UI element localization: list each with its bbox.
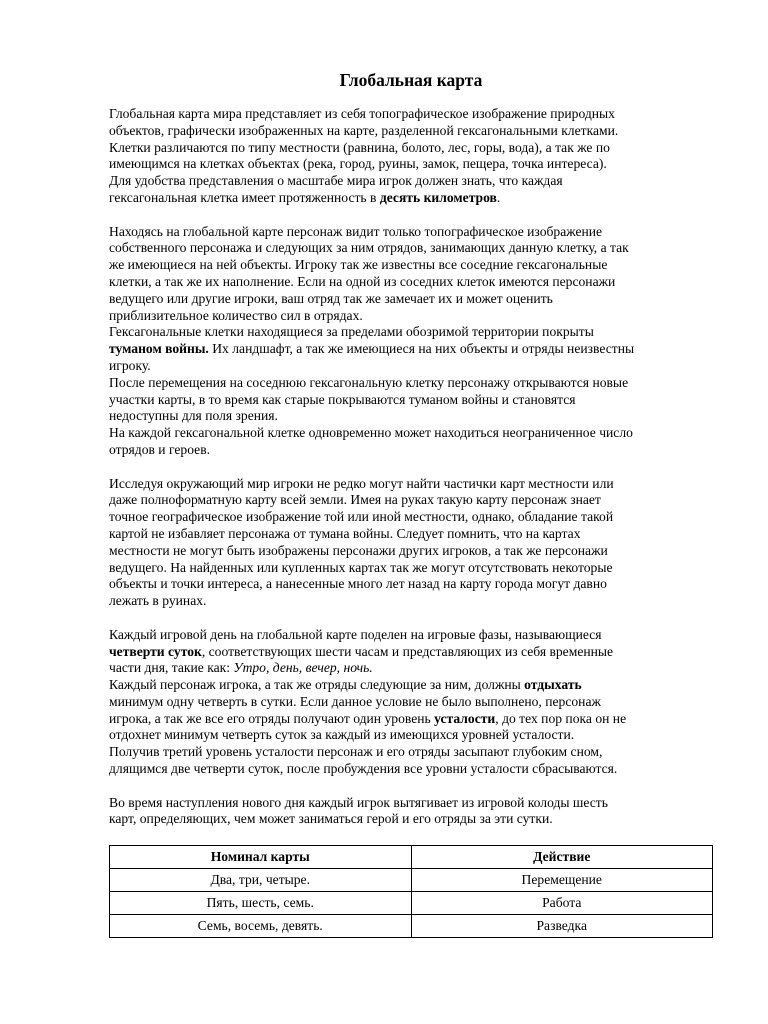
paragraph-1 (109, 106, 713, 207)
text-run: . (496, 189, 501, 205)
card-action-table (109, 845, 713, 938)
paragraph-spacer (109, 778, 713, 795)
text-line: даже полноформатную карту всей земли. Имея на руках такую карту персонаж знает (109, 492, 601, 508)
text-line: участки карты, в то время как старые покрываются туманом войны и становятся (109, 391, 576, 407)
text-line: приблизительное количество сил в отрядах. (109, 307, 363, 323)
bold-term: усталости (434, 710, 496, 726)
text-line (109, 711, 713, 728)
text-run: гексагональная клетка имеет протяженность в (109, 189, 380, 205)
text-line (109, 677, 713, 694)
table-cell-action: Разведка (411, 915, 713, 938)
text-line: Каждый игровой день на глобальной карте поделен на игровые фазы, называющиеся (109, 626, 602, 642)
text-line: На каждой гексагональной клетке одновременно может находиться неограниченное число (109, 425, 633, 441)
table-cell-action: Перемещение (411, 869, 713, 892)
table-row (110, 915, 713, 938)
table-cell-card-value: Два, три, четыре. (110, 869, 412, 892)
text-line: Получив третий уровень усталости персонаж и его отряды засыпают глубоким сном, (109, 744, 603, 760)
text-line: клетки, а так же их наполнение. Если на одной из соседних клеток имеются персонажи (109, 273, 616, 289)
document-title: Глобальная карта (339, 70, 483, 90)
text-line: объекты и точки интереса, а нанесенные много лет назад на карту города могут давно (109, 576, 607, 592)
bold-term: туманом войны. (109, 341, 209, 357)
paragraph-5 (109, 795, 713, 829)
text-run: Каждый персонаж игрока, а так же отряды следующие за ним, должны (109, 677, 525, 693)
table-row (110, 869, 713, 892)
text-line (109, 341, 713, 358)
text-line: Во время наступления нового дня каждый игрок вытягивает из игровой колоды шесть (109, 794, 608, 810)
italic-term: Утро, день, вечер, ночь. (233, 660, 373, 676)
text-line: ведущего или другие игроки, ваш отряд так же замечает их и может оценить (109, 290, 553, 306)
text-line: картой не избавляет персонажа от тумана войны. Следует помнить, что на картах (109, 525, 581, 541)
table-row (110, 892, 713, 915)
bold-term: отдыхать (524, 677, 582, 693)
table-cell-action: Работа (411, 892, 713, 915)
column-header-card-value: Номинал карты (110, 846, 412, 869)
text-line: Гексагональные клетки находящиеся за пределами обозримой территории покрыты (109, 324, 594, 340)
table-header-row (110, 846, 713, 869)
table-cell-card-value: Пять, шесть, семь. (110, 892, 412, 915)
text-run: Их ландшафт, а так же имеющиеся на них объекты и отряды неизвестны (208, 341, 635, 357)
text-line (109, 660, 713, 677)
text-line (109, 644, 713, 661)
text-run: части дня, такие как: (109, 660, 234, 676)
text-line: точное географическое изображение той или иной местности, однако, обладание такой (109, 509, 614, 525)
paragraph-spacer (109, 610, 713, 627)
text-line: же имеющиеся на ней объекты. Игроку так же известны все соседние гексагональные (109, 257, 608, 273)
text-line: Клетки различаются по типу местности (равнина, болото, лес, горы, вода), а так же по (109, 139, 610, 155)
column-header-action: Действие (411, 846, 713, 869)
text-run: , соответствующих шести часам и представляющих из себя временные (201, 643, 614, 659)
text-run: игрока, а так же все его отряды получают один уровень (109, 710, 435, 726)
text-line: собственного персонажа и следующих за ним отрядов, занимающих данную клетку, а так (109, 240, 629, 256)
paragraph-2 (109, 224, 713, 459)
text-line: минимум одну четверть в сутки. Если данное условие не было выполнено, персонаж (109, 693, 601, 709)
text-line: Для удобства представления о масштабе мира игрок должен знать, что каждая (109, 173, 563, 189)
bold-term: четверти суток (109, 643, 202, 659)
text-line: лежать в руинах. (109, 593, 207, 609)
document-page (109, 68, 713, 938)
text-line: После перемещения на соседнюю гексагональную клетку персонажу открываются новые (109, 374, 629, 390)
text-line: Глобальная карта мира представляет из себя топографическое изображение природных (109, 106, 615, 121)
paragraph-4 (109, 627, 713, 778)
text-line: имеющимся на клетках объектах (река, город, руины, замок, пещера, точка интереса). (109, 156, 607, 172)
text-line: отрядов и героев. (109, 441, 211, 457)
text-line: недоступны для поля зрения. (109, 408, 278, 424)
text-line: ведущего. На найденных или купленных картах так же могут отсутствовать некоторые (109, 559, 613, 575)
paragraph-spacer (109, 459, 713, 476)
text-line: игроку. (109, 357, 151, 373)
bold-term: десять километров (379, 189, 497, 205)
text-line: местности не могут быть изображены персонажи других игроков, а так же персонажи (109, 542, 608, 558)
table-cell-card-value: Семь, восемь, девять. (110, 915, 412, 938)
paragraph-3 (109, 476, 713, 610)
text-line: объектов, графически изображенных на карте, разделенной гексагональными клетками. (109, 122, 619, 138)
text-line: карт, определяющих, чем может заниматься герой и его отряды за эти сутки. (109, 811, 553, 827)
text-run: , до тех пор пока он не (495, 710, 627, 726)
text-line: длящимся две четверти суток, после пробуждения все уровни усталости сбрасываются. (109, 761, 618, 777)
text-line: Находясь на глобальной карте персонаж видит только топографическое изображение (109, 223, 603, 239)
paragraph-spacer (109, 207, 713, 224)
text-line: отдохнет минимум четверть суток за каждый из имеющихся уровней усталости. (109, 727, 575, 743)
text-line (109, 190, 713, 207)
text-line: Исследуя окружающий мир игроки не редко могут найти частички карт местности или (109, 475, 614, 491)
